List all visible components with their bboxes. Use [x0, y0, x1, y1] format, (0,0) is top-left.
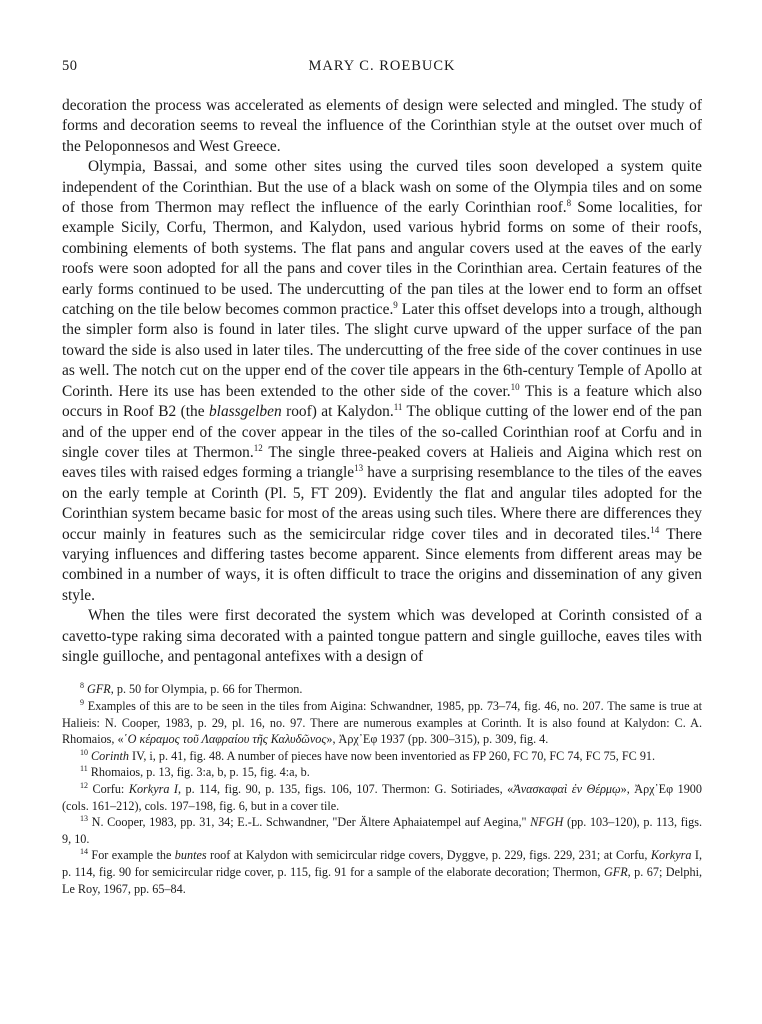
- text-run: (pp. 103–120), p. 113, figs. 9, 10.: [62, 815, 703, 846]
- footnote-ref-10[interactable]: 10: [510, 381, 520, 392]
- footnote-number: 14: [80, 847, 88, 857]
- text-run: This is a feature which also occurs in Roof B2 (the: [62, 382, 703, 421]
- footnotes: [62, 681, 702, 897]
- italic-term: GFR: [603, 864, 628, 879]
- paragraph-3: [62, 606, 702, 667]
- text-run: Examples of this are to be seen in the tiles from Aigina: Schwandner, 1985, pp. 73–74, fig. 46, no. 207. The same is true at Halieis: N. Cooper, 1983, p. 29, pl. 16, no. 97. There are numerous examples at Corinth. It is also found at Kalydon: C. A. Rhomaios, «: [62, 698, 703, 747]
- italic-term: Corinth: [91, 748, 129, 763]
- text-run: roof) at Kalydon.: [281, 403, 394, 421]
- footnote-ref-9[interactable]: 9: [393, 299, 398, 310]
- text-run: When the tiles were first decorated the system which was developed at Corinth consisted of a cavetto-type raking sima decorated with a painted tongue pattern and single guilloche, eaves tiles with single guilloche, and pentagonal antefixes with a design of: [62, 607, 702, 665]
- footnote-ref-12[interactable]: 12: [253, 442, 263, 453]
- text-run: N. Cooper, 1983, pp. 31, 34; E.-L. Schwandner, "Der Ältere Aphaiatempel auf Aegina,": [91, 815, 531, 830]
- text-run: roof at Kalydon with semicircular ridge covers, Dyggve, p. 229, figs. 229, 231; at Corfu,: [206, 848, 651, 863]
- italic-term: Korkyra: [650, 848, 692, 863]
- footnote-ref-11[interactable]: 11: [393, 401, 403, 412]
- italic-term: GFR: [87, 682, 111, 697]
- text-run: , p. 67; Delphi, Le Roy, 1967, pp. 65–84.: [62, 864, 703, 896]
- footnote-number: 11: [80, 764, 88, 774]
- footnote-ref-14[interactable]: 14: [650, 524, 660, 535]
- text-run: For example the: [91, 848, 175, 863]
- italic-term: buntes: [174, 848, 207, 863]
- footnote-ref-13[interactable]: 13: [354, 463, 364, 474]
- footnote-number: 10: [80, 747, 88, 757]
- text-run: I, p. 114, fig. 90 for semicircular ridge cover, p. 115, fig. 91 for a sample of the elaborate decoration; Thermon,: [62, 848, 702, 879]
- footnote-10: [62, 748, 702, 765]
- text-run: The oblique cutting of the lower end of the pan and of the upper end of the cover appear in the tiles of the so-called Corinthian roof at Corfu and in single cover tiles at Thermon.: [62, 403, 702, 461]
- italic-term: NFGH: [530, 815, 564, 830]
- footnote-number: 12: [80, 780, 88, 790]
- text-run: , p. 114, fig. 90, p. 135, figs. 106, 107. Thermon: G. Sotiriades, «: [177, 781, 514, 796]
- text-run: The single three-peaked covers at Halieis and Aigina which rest on eaves tiles with raised edges forming a triangle: [62, 443, 702, 482]
- footnote-12: [62, 781, 702, 814]
- italic-term: blassgelben: [208, 403, 282, 421]
- footnote-14: [62, 847, 702, 897]
- footnote-number: 9: [80, 697, 84, 707]
- footnote-8: [62, 681, 702, 698]
- text-run: IV, i, p. 41, fig. 48. A number of pieces have now been inventoried as FP 260, FC 70, FC 74, FC 75, FC 91.: [128, 748, 656, 763]
- italic-term: Ἀνασκαφαὶ ἐν Θέρμῳ: [513, 781, 621, 796]
- text-run: Rhomaios, p. 13, fig. 3:a, b, p. 15, fig. 4:a, b.: [90, 765, 310, 780]
- footnote-number: 13: [80, 814, 88, 824]
- text-run: », Ἀρχ᾿Εφ 1900 (cols. 161–212), cols. 197–198, fig. 6, but in a cover tile.: [62, 781, 702, 813]
- footnote-11: [62, 764, 702, 781]
- text-run: Some localities, for example Sicily, Corfu, Thermon, and Kalydon, used various hybrid forms on some of their roofs, combining elements of both systems. The flat pans and angular covers used at the eaves of the early roofs were soon adopted for all the pans and cover tiles in the Corinthian area. Certain features of the early forms continued to be used. The undercutting of the pan tiles at the lower end to form an offset catching on the tile below becomes common practice.: [62, 199, 702, 319]
- text-run: Olympia, Bassai, and some other sites using the curved tiles soon developed a system quite independent of the Corinthian. But the use of a black wash on some of the Olympia tiles and on some of those from Thermon may reflect the influence of the early Corinthian roof.: [62, 158, 702, 217]
- text-run: , p. 50 for Olympia, p. 66 for Thermon.: [110, 682, 303, 697]
- text-run: Later this offset develops into a trough, although the simpler form also is found in later tiles. The slight curve upward of the upper surface of the pan toward the side is also used in later tiles. The undercutting of the free side of the cover continues in use as well. The notch cut on the upper end of the cover tile appears in the 6th-century Temple of Apollo at Corinth. Here its use has been extended to the other side of the cover.: [62, 301, 702, 400]
- footnote-9: [62, 698, 702, 748]
- text-run: decoration the process was accelerated as elements of design were selected and mingled. The study of forms and decoration seems to reveal the influence of the Corinthian style at the outset over much of the Peloponnesos and West Greece.: [62, 97, 702, 155]
- italic-term: Korkyra I: [128, 781, 178, 796]
- text-run: », Ἀρχ᾿Εφ 1937 (pp. 300–315), p. 309, fig. 4.: [326, 732, 549, 747]
- text-run: Corfu:: [92, 781, 129, 796]
- paragraph-1: [62, 96, 702, 157]
- text-run: There varying influences and differing tastes become apparent. Since elements from different areas may be combined in a number of ways, it is often difficult to trace the origins and dissemination of any given style.: [62, 525, 702, 604]
- running-title: MARY C. ROEBUCK: [308, 58, 456, 74]
- body-text: [62, 96, 702, 667]
- page: [62, 58, 702, 897]
- text-run: have a surprising resemblance to the tiles of the eaves on the early temple at Corinth (Pl. 5, FT 209). Evidently the flat and angular tiles adopted for the Corinthian system became basic for most of the areas using such tiles. Where there are differences they occur mainly in features such as the semicircular ridge cover tiles and in decorated tiles.: [62, 464, 702, 543]
- footnote-number: 8: [80, 681, 84, 691]
- paragraph-2: [62, 157, 702, 606]
- footnote-13: [62, 814, 702, 847]
- page-number: 50: [62, 58, 78, 74]
- footnote-ref-8[interactable]: 8: [566, 197, 572, 208]
- italic-term: ῾Ο κέραμος τοῦ Λαφραίου τῆς Καλυδῶνος: [123, 732, 327, 747]
- running-head: [62, 58, 702, 80]
